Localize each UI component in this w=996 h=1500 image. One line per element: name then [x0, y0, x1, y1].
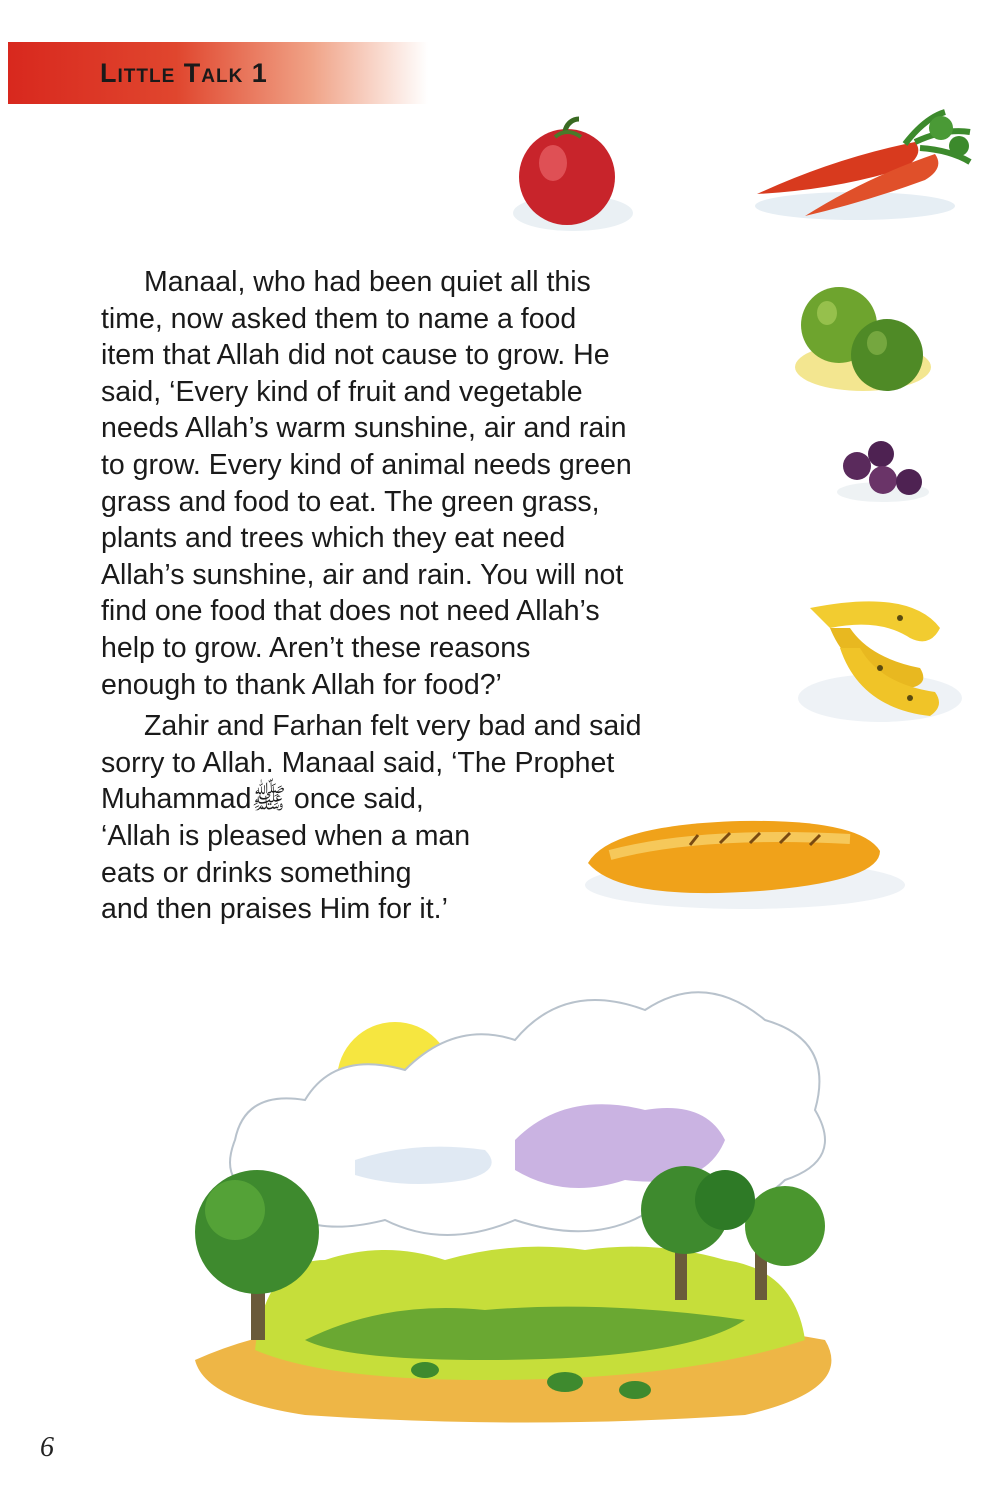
- text-line: Manaal, who had been quiet all this: [144, 266, 591, 298]
- text-line: needs Allah’s warm sunshine, air and rain: [101, 412, 627, 445]
- text-line: find one food that does not need Allah’s: [101, 595, 600, 628]
- paragraph-1: [101, 264, 751, 703]
- text-line: Allah’s sunshine, air and rain. You will not: [101, 558, 624, 591]
- limes-illustration: [793, 285, 938, 405]
- text-line: said, ‘Every kind of fruit and vegetable: [101, 375, 583, 408]
- paragraph-2: [101, 708, 751, 928]
- tomato-illustration: [505, 115, 640, 240]
- text-line: enough to thank Allah for food?’: [101, 668, 502, 701]
- text-line: grass and food to eat. The green grass,: [101, 485, 600, 518]
- story-text: [101, 264, 751, 928]
- grapes-illustration: [833, 436, 933, 506]
- text-line: eats or drinks something: [101, 856, 412, 889]
- text-line: plants and trees which they eat need: [101, 522, 566, 555]
- text-line: and then praises Him for it.’: [101, 893, 448, 926]
- text-line: help to grow. Aren’t these reasons: [101, 631, 531, 664]
- carrots-illustration: [745, 98, 980, 228]
- page-number: 6: [40, 1432, 54, 1463]
- page-title: [100, 58, 268, 89]
- text-line: Zahir and Farhan felt very bad and said: [144, 710, 642, 743]
- page-title-text: Little Talk 1: [100, 58, 268, 88]
- text-line: ‘Allah is pleased when a man: [101, 819, 471, 852]
- text-line: item that Allah did not cause to grow. He: [101, 339, 610, 372]
- text-line: time, now asked them to name a food: [101, 302, 577, 335]
- text-line: sorry to Allah. Manaal said, ‘The Prophet: [101, 746, 615, 779]
- landscape-illustration: [185, 960, 865, 1430]
- text-line: Muhammadﷺ once said,: [101, 783, 424, 816]
- text-line: to grow. Every kind of animal needs green: [101, 448, 632, 481]
- bananas-illustration: [790, 588, 965, 738]
